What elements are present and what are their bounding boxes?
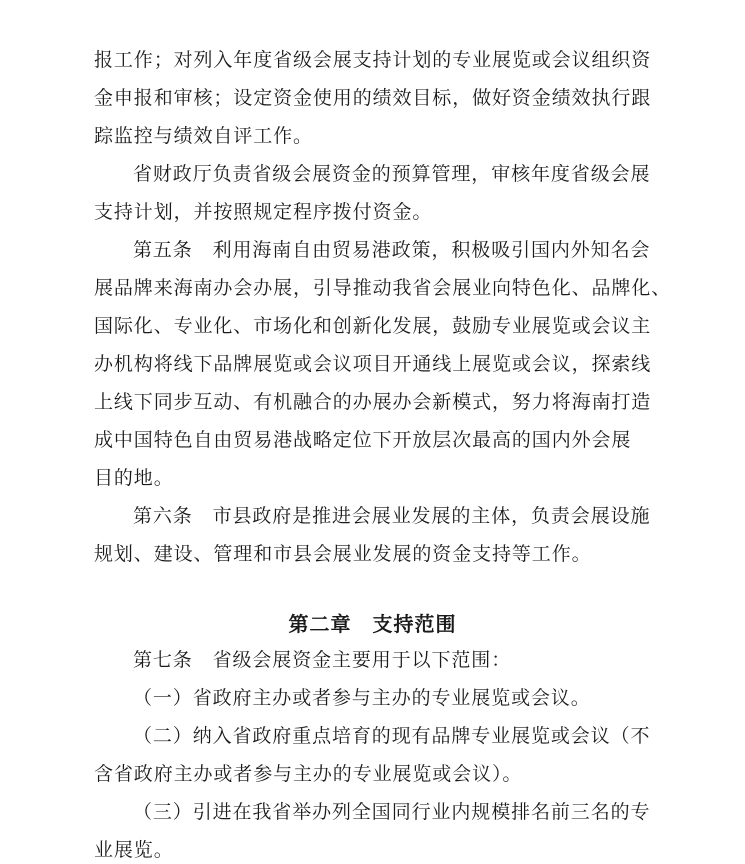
list-item-3: （三）引进在我省举办列全国同行业内规模排名前三名的专 xyxy=(133,801,651,823)
paragraph-line: 含省政府主办或者参与主办的专业展览或会议）。 xyxy=(94,763,523,785)
article-7-line: 第七条 省级会展资金主要用于以下范围： xyxy=(133,649,512,671)
paragraph-line: 上线下同步互动、有机融合的办展办会新模式，努力将海南打造 xyxy=(94,391,652,413)
paragraph-line: 规划、建设、管理和市县会展业发展的资金支持等工作。 xyxy=(94,543,592,565)
list-item-2: （二）纳入省政府重点培育的现有品牌专业展览或会议（不 xyxy=(133,725,651,747)
paragraph-line: 展品牌来海南办会办展，引导推动我省会展业向特色化、品牌化、 xyxy=(94,277,672,299)
list-item-1: （一）省政府主办或者参与主办的专业展览或会议。 xyxy=(133,687,591,709)
chapter-heading: 第二章 支持范围 xyxy=(288,612,457,636)
article-6-line: 第六条 市县政府是推进会展业发展的主体，负责会展设施 xyxy=(133,505,651,527)
paragraph-line: 金申报和审核；设定资金使用的绩效目标，做好资金绩效执行跟 xyxy=(94,87,652,109)
paragraph-line: 成中国特色自由贸易港战略定位下开放层次最高的国内外会展 xyxy=(94,429,632,451)
paragraph-line: 国际化、专业化、市场化和创新化发展，鼓励专业展览或会议主 xyxy=(94,315,652,337)
paragraph-line: 踪监控与绩效自评工作。 xyxy=(94,125,313,147)
paragraph-line: 省财政厅负责省级会展资金的预算管理，审核年度省级会展 xyxy=(133,163,651,185)
article-5-line: 第五条 利用海南自由贸易港政策，积极吸引国内外知名会 xyxy=(133,239,651,261)
paragraph-line: 业展览。 xyxy=(94,839,174,861)
paragraph-line: 支持计划，并按照规定程序拨付资金。 xyxy=(94,201,433,223)
paragraph-line: 报工作；对列入年度省级会展支持计划的专业展览或会议组织资 xyxy=(94,49,652,71)
paragraph-line: 目的地。 xyxy=(94,467,174,489)
paragraph-line: 办机构将线下品牌展览或会议项目开通线上展览或会议，探索线 xyxy=(94,353,652,375)
